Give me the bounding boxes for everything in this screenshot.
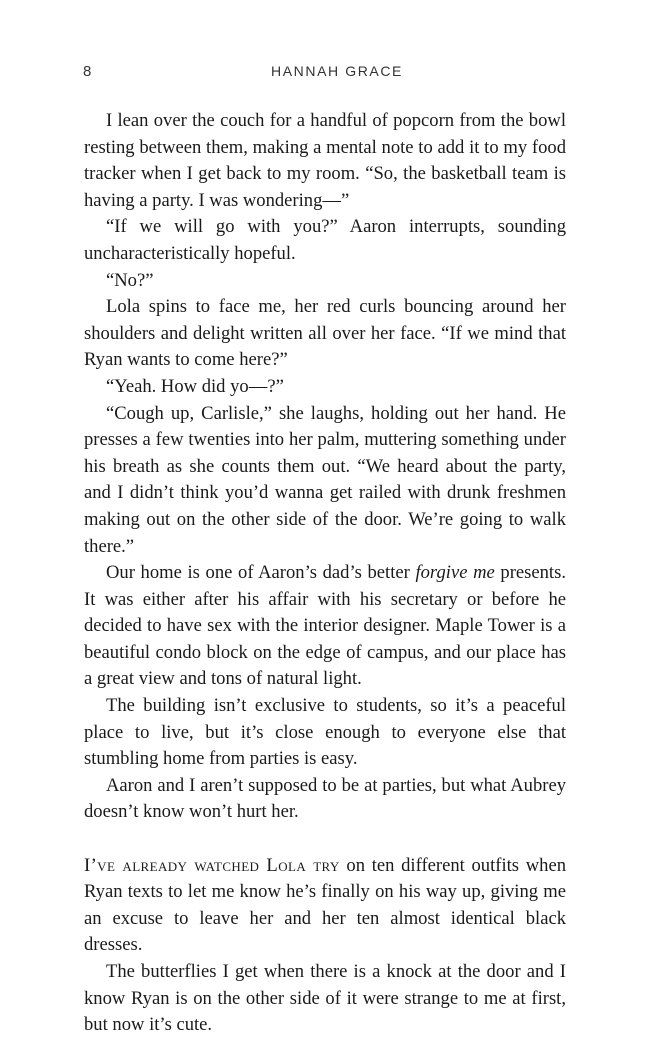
paragraph-text: “Yeah. How did yo—?”: [106, 375, 284, 397]
page-number: 8: [83, 63, 92, 80]
paragraph-text: The butterflies I get when there is a knock at the door and I know Ryan is on the other side of it were strange to me at first, but now it’s cute.: [84, 961, 566, 1036]
smallcaps-lead: I’ve already watched Lola try: [84, 854, 340, 876]
paragraph: [84, 294, 566, 374]
paragraph-text: The building isn’t exclusive to students, so it’s a peaceful place to live, but it’s close enough to everyone else that stumbling home from parties is easy.: [84, 695, 566, 770]
running-head: HANNAH GRACE: [271, 63, 403, 79]
text-body: [84, 108, 566, 1039]
paragraph-text: Our home is one of Aaron’s dad’s better: [106, 562, 416, 584]
paragraph-text: “No?”: [106, 269, 154, 291]
italic-phrase: forgive me: [415, 562, 495, 584]
paragraph: [84, 853, 566, 959]
paragraph: [84, 108, 566, 214]
paragraph-text: I lean over the couch for a handful of popcorn from the bowl resting between them, making a mental note to add it to my food tracker when I get back to my room. “So, the basketball team is having a party. I was wondering—”: [84, 110, 566, 211]
paragraph-text: Aaron and I aren’t supposed to be at parties, but what Aubrey doesn’t know won’t hurt her.: [84, 774, 566, 823]
paragraph: [84, 693, 566, 773]
paragraph: [84, 773, 566, 826]
paragraph-text: Lola spins to face me, her red curls bouncing around her shoulders and delight written all over her face. “If we mind that Ryan wants to come here?”: [84, 296, 566, 371]
paragraph: [84, 959, 566, 1039]
paragraph-text: on ten different outfits when Ryan texts to let me know he’s finally on his way up, giving me an excuse to leave her and her ten almost identical black dresses.: [84, 854, 566, 956]
paragraph: [84, 401, 566, 561]
paragraph: [84, 560, 566, 693]
scene-break: [84, 826, 566, 853]
paragraph: [84, 268, 566, 295]
paragraph-text: presents. It was either after his affair with his secretary or before he decided to have sex with the interior designer. Maple Tower is a beautiful condo block on the edge of campus, and our place has a great view and tons of natural light.: [84, 562, 566, 690]
paragraph-text: “If we will go with you?” Aaron interrupts, sounding uncharacteristically hopeful.: [84, 216, 566, 264]
paragraph-text: “Cough up, Carlisle,” she laughs, holding out her hand. He presses a few twenties into her palm, muttering something under his breath as she counts them out. “We heard about the party, and I didn’t think you’d wanna get railed with drunk freshmen making out on the other side of the door. We’re going to walk there.”: [84, 402, 566, 557]
paragraph: [84, 374, 566, 401]
paragraph: [84, 214, 566, 267]
